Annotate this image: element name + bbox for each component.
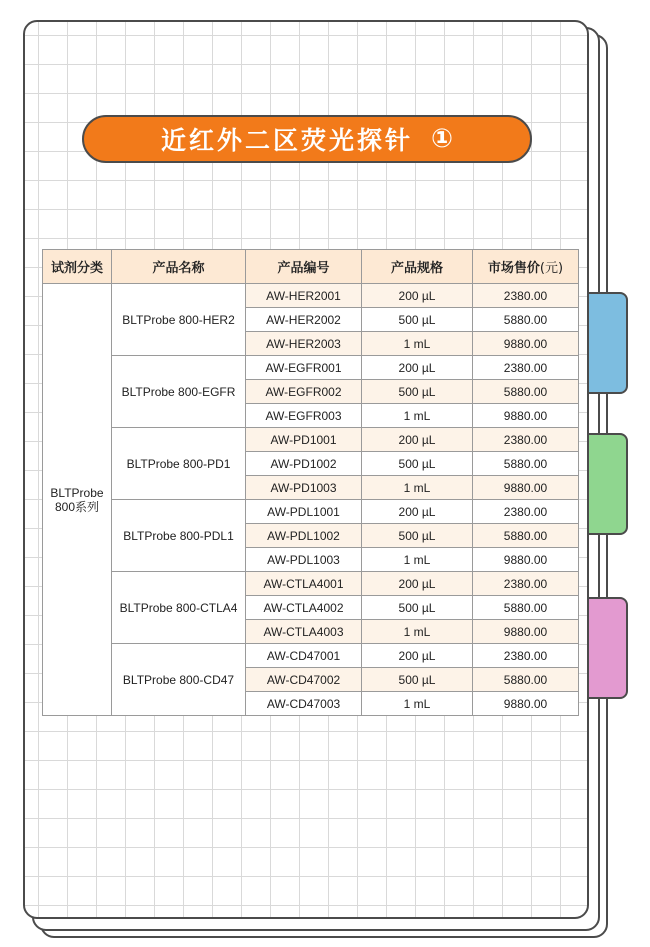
header-code: 产品编号 xyxy=(246,250,362,284)
product-name: BLTProbe 800-EGFR xyxy=(112,356,246,428)
header-price xyxy=(473,250,579,284)
product-price: 2380.00 xyxy=(473,284,579,308)
page-title: 近红外二区荧光探针 xyxy=(160,126,413,155)
table-header-row xyxy=(43,250,579,284)
tab-pink[interactable] xyxy=(584,597,628,699)
product-code: AW-CTLA4003 xyxy=(246,620,362,644)
product-name: BLTProbe 800-CD47 xyxy=(112,644,246,716)
product-price: 9880.00 xyxy=(473,332,579,356)
product-code: AW-PD1002 xyxy=(246,452,362,476)
product-code: AW-HER2001 xyxy=(246,284,362,308)
product-price: 9880.00 xyxy=(473,476,579,500)
product-price: 2380.00 xyxy=(473,500,579,524)
product-price: 5880.00 xyxy=(473,452,579,476)
product-spec: 1 mL xyxy=(362,404,473,428)
product-price: 2380.00 xyxy=(473,356,579,380)
product-price: 2380.00 xyxy=(473,428,579,452)
price-table xyxy=(42,249,579,716)
tab-green[interactable] xyxy=(584,433,628,535)
product-price: 9880.00 xyxy=(473,404,579,428)
product-spec: 1 mL xyxy=(362,692,473,716)
product-spec: 200 µL xyxy=(362,572,473,596)
product-price: 5880.00 xyxy=(473,524,579,548)
product-spec: 500 µL xyxy=(362,380,473,404)
product-price: 5880.00 xyxy=(473,380,579,404)
header-price-unit: (元) xyxy=(539,261,564,276)
product-code: AW-PD1001 xyxy=(246,428,362,452)
product-spec: 200 µL xyxy=(362,356,473,380)
product-code: AW-CD47001 xyxy=(246,644,362,668)
product-spec: 1 mL xyxy=(362,476,473,500)
product-code: AW-HER2002 xyxy=(246,308,362,332)
table-row xyxy=(43,644,579,668)
title-banner xyxy=(82,115,532,163)
header-spec: 产品规格 xyxy=(362,250,473,284)
product-spec: 500 µL xyxy=(362,524,473,548)
product-name: BLTProbe 800-HER2 xyxy=(112,284,246,356)
product-price: 5880.00 xyxy=(473,596,579,620)
product-code: AW-EGFR001 xyxy=(246,356,362,380)
product-price: 9880.00 xyxy=(473,548,579,572)
product-spec: 500 µL xyxy=(362,308,473,332)
product-spec: 1 mL xyxy=(362,620,473,644)
title-marker: ① xyxy=(431,124,454,154)
header-name: 产品名称 xyxy=(112,250,246,284)
product-spec: 500 µL xyxy=(362,596,473,620)
category-label-line-2: 800系列 xyxy=(54,499,100,514)
product-name: BLTProbe 800-PD1 xyxy=(112,428,246,500)
table-row xyxy=(43,356,579,380)
product-spec: 1 mL xyxy=(362,548,473,572)
product-price: 5880.00 xyxy=(473,668,579,692)
table-row xyxy=(43,572,579,596)
product-name: BLTProbe 800-CTLA4 xyxy=(112,572,246,644)
product-code: AW-CTLA4001 xyxy=(246,572,362,596)
category-label-line-1: BLTProbe xyxy=(50,485,104,500)
product-price: 5880.00 xyxy=(473,308,579,332)
header-category: 试剂分类 xyxy=(43,250,112,284)
product-code: AW-CD47003 xyxy=(246,692,362,716)
product-spec: 200 µL xyxy=(362,644,473,668)
product-spec: 200 µL xyxy=(362,284,473,308)
table-row xyxy=(43,500,579,524)
table-row xyxy=(43,284,579,308)
product-code: AW-PDL1003 xyxy=(246,548,362,572)
notebook-page xyxy=(23,20,589,919)
header-price-label: 市场售价 xyxy=(487,261,540,276)
product-price: 9880.00 xyxy=(473,620,579,644)
product-spec: 500 µL xyxy=(362,668,473,692)
product-spec: 200 µL xyxy=(362,428,473,452)
product-code: AW-CTLA4002 xyxy=(246,596,362,620)
product-spec: 200 µL xyxy=(362,500,473,524)
product-code: AW-PDL1001 xyxy=(246,500,362,524)
product-code: AW-EGFR003 xyxy=(246,404,362,428)
product-code: AW-PD1003 xyxy=(246,476,362,500)
product-code: AW-EGFR002 xyxy=(246,380,362,404)
product-code: AW-CD47002 xyxy=(246,668,362,692)
product-spec: 500 µL xyxy=(362,452,473,476)
product-code: AW-HER2003 xyxy=(246,332,362,356)
product-code: AW-PDL1002 xyxy=(246,524,362,548)
tab-blue[interactable] xyxy=(584,292,628,394)
product-name: BLTProbe 800-PDL1 xyxy=(112,500,246,572)
product-price: 9880.00 xyxy=(473,692,579,716)
table-row xyxy=(43,428,579,452)
category-cell xyxy=(43,284,112,716)
product-price: 2380.00 xyxy=(473,572,579,596)
product-spec: 1 mL xyxy=(362,332,473,356)
product-price: 2380.00 xyxy=(473,644,579,668)
